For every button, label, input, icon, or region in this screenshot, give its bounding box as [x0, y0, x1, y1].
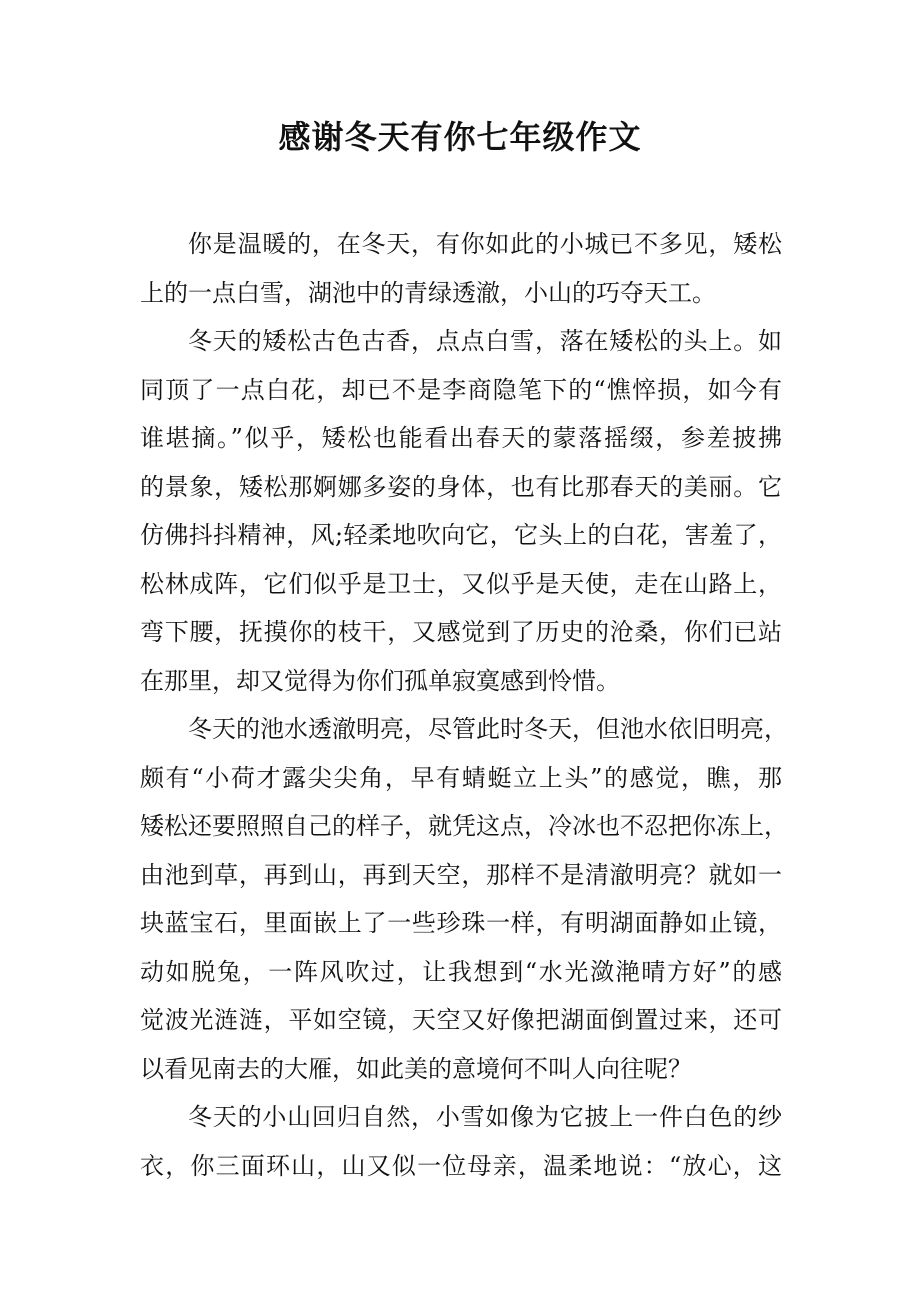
text-line: 衣，你三面环山，山又似一位母亲，温柔地说：“放心，这: [140, 1151, 782, 1180]
text-line: 上的一点白雪，湖池中的青绿透澈，小山的巧夺天工。: [140, 278, 716, 307]
text-line: 仿佛抖抖精神，风;轻柔地吹向它，它头上的白花，害羞了，: [140, 521, 782, 549]
text-line: 的景象，矮松那婀娜多姿的身体，也有比那春天的美丽。它: [140, 472, 782, 501]
text-line: 谁堪摘。”似乎，矮松也能看出春天的蒙落摇缀，参差披拂: [140, 424, 782, 452]
text-line: 冬天的池水透澈明亮，尽管此时冬天，但池水依旧明亮，: [188, 715, 788, 743]
text-line: 矮松还要照照自己的样子，就凭这点，冷冰也不忍把你冻上，: [140, 812, 788, 840]
text-line: 以看见南去的大雁，如此美的意境何不叫人向往呢？: [140, 1054, 692, 1083]
text-line: 同顶了一点白花，却已不是李商隐笔下的“憔悴损，如今有: [140, 375, 782, 404]
paragraph: [140, 317, 782, 705]
paragraph: [140, 220, 782, 317]
text-line: 你是温暖的，在冬天，有你如此的小城已不多见，矮松: [188, 230, 782, 258]
text-line: 在那里，却又觉得为你们孤单寂寞感到怜惜。: [140, 666, 620, 695]
text-line: 由池到草，再到山，再到天空，那样不是清澈明亮？就如一: [140, 860, 782, 889]
text-line: 冬天的小山回归自然，小雪如像为它披上一件白色的纱: [188, 1103, 782, 1131]
text-line: 动如脱兔，一阵风吹过，让我想到“水光潋滟晴方好”的感: [140, 957, 782, 986]
text-line: 觉波光涟涟，平如空镜，天空又好像把湖面倒置过来，还可: [140, 1006, 782, 1034]
document-body: [140, 220, 788, 1190]
paragraph: [140, 1093, 782, 1190]
text-line: 颇有“小荷才露尖尖角，早有蜻蜓立上头”的感觉，瞧，那: [140, 763, 782, 792]
text-line: 松林成阵，它们似乎是卫士，又似乎是天使，走在山路上，: [140, 569, 782, 598]
text-line: 块蓝宝石，里面嵌上了一些珍珠一样，有明湖面静如止镜，: [140, 909, 782, 937]
text-line: 弯下腰，抚摸你的枝干，又感觉到了历史的沧桑，你们已站: [140, 618, 782, 646]
paragraph: [140, 705, 788, 1093]
text-line: 冬天的矮松古色古香，点点白雪，落在矮松的头上。如: [188, 327, 782, 355]
document-title: 感谢冬天有你七年级作文: [278, 118, 642, 156]
